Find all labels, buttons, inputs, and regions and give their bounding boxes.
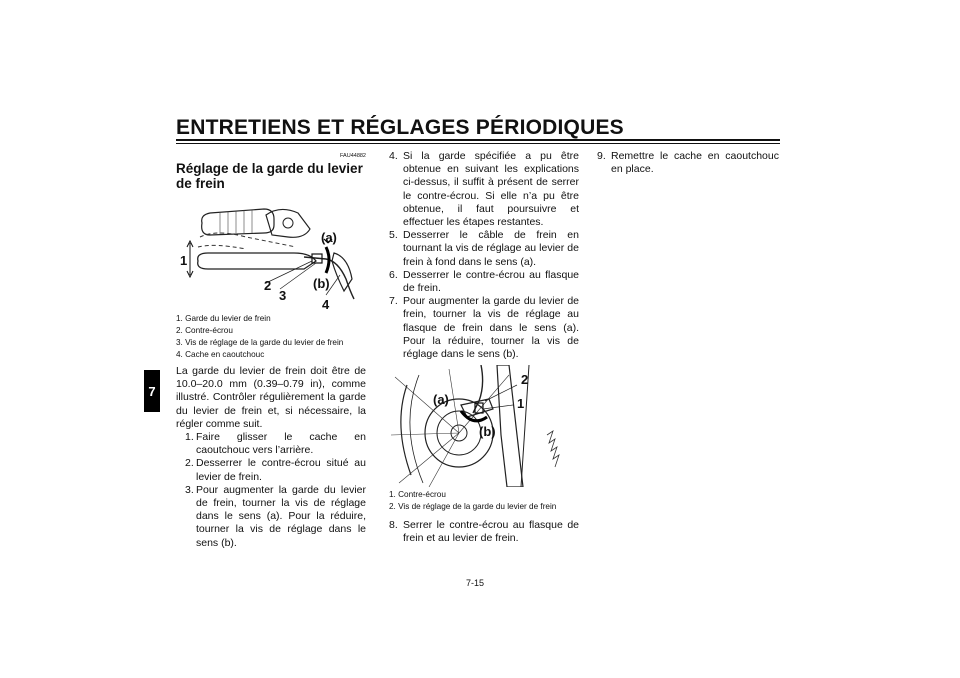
step-text: Pour augmenter la garde du levier de frein, tourner la vis de réglage au flasque de frein dans le sens (a). Pour la réduire, tourner la vis de réglage dans le sens (b). xyxy=(403,295,579,361)
brake-lever-figure xyxy=(176,195,366,311)
figure-label-b: (b) xyxy=(313,276,330,291)
list-item xyxy=(176,484,366,550)
column-middle xyxy=(389,150,579,546)
step-text: Serrer le contre-écrou au flasque de frein et au levier de frein. xyxy=(403,519,579,545)
figure-label-1: 1 xyxy=(517,396,525,412)
step-text: Remettre le cache en caoutchouc en place. xyxy=(611,150,779,176)
step-number: 8. xyxy=(389,519,398,532)
step-number: 3. xyxy=(185,483,194,496)
list-item xyxy=(389,229,579,269)
header-rule-thin xyxy=(176,143,780,144)
list-item xyxy=(389,150,579,229)
figure-label-a: (a) xyxy=(321,230,337,245)
list-item xyxy=(597,150,779,176)
section-title: Réglage de la garde du levier de frein xyxy=(176,161,363,191)
step-text: Si la garde spécifiée a pu être obtenue en suivant les explications ci-dessus, il suffit à présent de serrer le contre-écrou. Si elle n’a pu être obtenue, il faut poursuivre et effectuer les étapes restantes. xyxy=(403,150,579,229)
section-ref-code: FAU44882 xyxy=(340,153,366,159)
step-text: Faire glisser le cache en caoutchouc vers l’arrière. xyxy=(196,431,366,457)
caption-item: 4. Cache en caoutchouc xyxy=(176,350,265,359)
step-number: 9. xyxy=(597,150,606,162)
steps-list xyxy=(389,519,579,545)
caption-item: 2. Contre-écrou xyxy=(176,326,233,335)
list-item xyxy=(176,431,366,457)
figure-label-1: 1 xyxy=(180,253,188,268)
figure-label-b: (b) xyxy=(479,424,496,440)
caption-item: 1. Contre-écrou xyxy=(389,490,446,500)
page-number: 7-15 xyxy=(466,578,485,588)
figure-label-3: 3 xyxy=(279,288,287,303)
caption-item: 3. Vis de réglage de la garde du levier de frein xyxy=(176,338,344,347)
steps-list xyxy=(389,150,579,361)
brake-lever-illustration xyxy=(176,195,366,311)
step-number: 1. xyxy=(185,431,194,444)
column-left xyxy=(176,150,366,550)
caption-item: 2. Vis de réglage de la garde du levier de frein xyxy=(389,502,557,512)
chapter-tab: 7 xyxy=(144,370,160,412)
brake-plate-figure xyxy=(389,365,579,487)
list-item xyxy=(389,295,579,361)
intro-paragraph: La garde du levier de frein doit être de 10.0–20.0 mm (0.39–0.79 in), comme illustré. Contrôler régulièrement la garde du levier de frein et, si nécessaire, la régler comme suit. xyxy=(176,365,366,430)
list-item xyxy=(176,457,366,483)
step-number: 6. xyxy=(389,268,398,281)
figure-label-2: 2 xyxy=(264,278,272,293)
step-number: 4. xyxy=(389,150,398,162)
figure2-captions xyxy=(389,489,579,513)
figure-label-a: (a) xyxy=(433,392,449,408)
step-text: Pour augmenter la garde du levier de frein, tourner la vis de réglage dans le sens (a). Pour la réduire, tourner la vis de réglage dans le sens (b). xyxy=(196,483,366,549)
column-right xyxy=(597,150,779,176)
step-number: 7. xyxy=(389,295,398,308)
step-number: 5. xyxy=(389,229,398,242)
figure1-captions xyxy=(176,313,366,361)
step-text: Desserrer le contre-écrou situé au levier de frein. xyxy=(196,457,366,483)
list-item xyxy=(389,519,579,545)
caption-item: 1. Garde du levier de frein xyxy=(176,314,271,323)
list-item xyxy=(389,269,579,295)
steps-list xyxy=(176,431,366,550)
header-rule xyxy=(176,139,780,141)
steps-list xyxy=(597,150,779,176)
step-number: 2. xyxy=(185,457,194,470)
figure-label-2: 2 xyxy=(521,372,529,388)
step-text: Desserrer le contre-écrou au flasque de frein. xyxy=(403,268,579,295)
page-header-title: ENTRETIENS ET RÉGLAGES PÉRIODIQUES xyxy=(176,116,624,139)
figure-label-4: 4 xyxy=(322,297,330,312)
step-text: Desserrer le câble de frein en tournant la vis de réglage au levier de frein à fond dans le sens (a). xyxy=(403,229,579,268)
